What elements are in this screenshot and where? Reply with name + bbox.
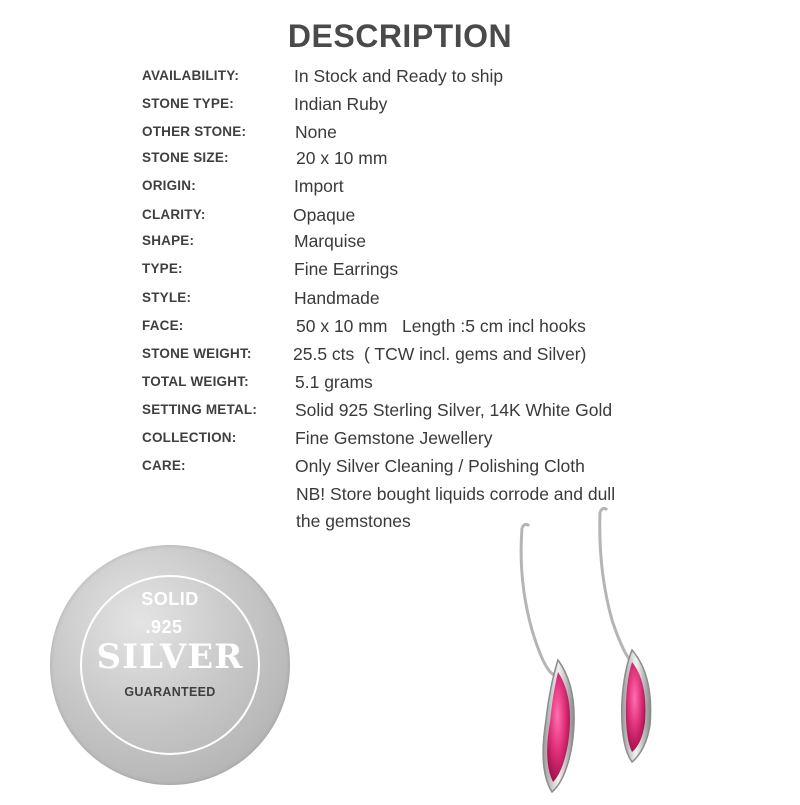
spec-value: Fine Gemstone Jewellery — [295, 428, 493, 448]
solid-silver-guarantee-badge — [50, 545, 290, 785]
spec-label: SHAPE: — [142, 233, 195, 248]
spec-row-type — [0, 258, 800, 280]
spec-label: CARE: — [142, 458, 186, 473]
spec-label: AVAILABILITY: — [142, 68, 240, 83]
spec-row-shape — [0, 230, 800, 252]
badge-solid-text: SOLID — [141, 589, 199, 609]
spec-label: STONE SIZE: — [142, 150, 229, 165]
badge-silver-text: SILVER — [96, 637, 244, 677]
spec-label: CLARITY: — [142, 207, 206, 222]
spec-label: SETTING METAL: — [142, 402, 258, 417]
spec-row-total-weight — [0, 371, 800, 393]
spec-row-setting-metal — [0, 399, 800, 421]
spec-label: TYPE: — [142, 261, 183, 276]
spec-row-availability — [0, 65, 800, 87]
spec-value: 50 x 10 mm Length :5 cm incl hooks — [296, 316, 586, 336]
spec-value: None — [295, 122, 337, 142]
spec-label: TOTAL WEIGHT: — [142, 374, 249, 389]
spec-label: STONE TYPE: — [142, 96, 234, 111]
spec-value: Opaque — [293, 205, 356, 225]
spec-row-origin — [0, 175, 800, 197]
spec-label: ORIGIN: — [142, 178, 196, 193]
spec-row-other-stone — [0, 121, 800, 143]
earrings-product-image — [480, 500, 800, 800]
spec-value: Only Silver Cleaning / Polishing Cloth — [295, 456, 585, 476]
spec-row-stone-size — [0, 147, 800, 169]
spec-value: Marquise — [294, 231, 366, 251]
spec-row-face — [0, 315, 800, 337]
spec-row-collection — [0, 427, 800, 449]
spec-label: STYLE: — [142, 290, 192, 305]
care-note-text: NB! Store bought liquids corrode and dull — [296, 484, 616, 504]
care-note-text: the gemstones — [296, 511, 411, 531]
spec-label: COLLECTION: — [142, 430, 237, 445]
spec-value: Indian Ruby — [294, 94, 388, 114]
spec-label: FACE: — [142, 318, 184, 333]
page-title: DESCRIPTION — [287, 18, 513, 54]
spec-row-stone-type — [0, 93, 800, 115]
spec-value: Fine Earrings — [294, 259, 399, 279]
spec-value: Handmade — [294, 288, 380, 308]
spec-value: 5.1 grams — [295, 372, 373, 392]
spec-value: Solid 925 Sterling Silver, 14K White Gold — [295, 400, 613, 420]
spec-label: STONE WEIGHT: — [142, 346, 252, 361]
spec-value: Import — [294, 176, 344, 196]
badge-guaranteed-text: GUARANTEED — [124, 685, 216, 699]
spec-row-stone-weight — [0, 343, 800, 365]
spec-row-style — [0, 287, 800, 309]
spec-label: OTHER STONE: — [142, 124, 247, 139]
left-earring — [521, 524, 574, 792]
ruby-earrings-illustration — [480, 500, 800, 800]
spec-value: 25.5 cts ( TCW incl. gems and Silver) — [293, 344, 587, 364]
badge-925-text: .925 — [145, 617, 183, 637]
spec-row-clarity — [0, 204, 800, 226]
spec-value: 20 x 10 mm — [296, 148, 388, 168]
right-earring — [600, 508, 651, 762]
spec-value: In Stock and Ready to ship — [294, 66, 504, 86]
spec-row-care — [0, 455, 800, 477]
